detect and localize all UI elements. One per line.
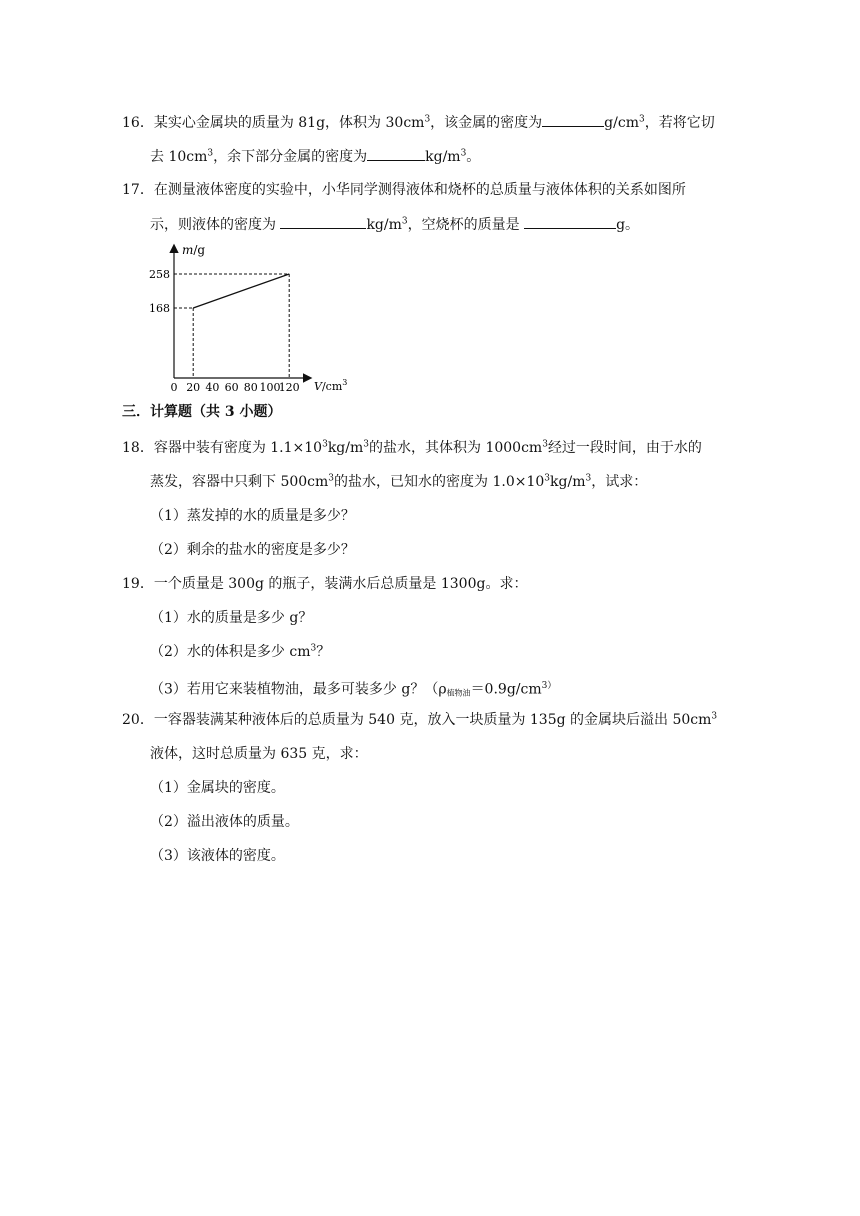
q20-line2: 液体，这时总质量为 635 克，求：	[150, 746, 368, 762]
q18-line1: 18．容器中装有密度为 $1.1\times 10^3kg/m^3$的盐水，其体积为 $1000cm^3$经过一段时间，由于水的	[122, 439, 702, 456]
mass-volume-chart	[148, 238, 368, 398]
q20-number: 20．	[122, 712, 154, 728]
q17-line2: 示，则液体的密度为 $kg/m^3$，空烧杯的质量是 g。	[150, 214, 639, 235]
q19-part1: （1）水的质量是多少 g？	[150, 610, 313, 626]
x-tick-label: 60	[224, 381, 239, 394]
section-title: 三．计算题（共 3 小题）	[122, 404, 282, 420]
q16-line1: 16．某实心金属块的质量为 81g，体积为 $30cm^3$，该金属的密度为 $g/cm^3$，若将它切	[122, 112, 715, 133]
q18-line2: 蒸发，容器中只剩下 $500cm^3$的盐水，已知水的密度为 $1.0\times 10^3kg/m^3$，试求：	[150, 473, 648, 490]
q18-number: 18．	[122, 440, 154, 456]
x-tick-label: 40	[205, 381, 220, 394]
q20-part3: （3）该液体的密度。	[150, 848, 285, 864]
series-line	[193, 274, 289, 308]
q19-part3: （3）若用它来装植物油，最多可装多少 g？（$\rho_{植物油}=0.9g/cm^{3)}$	[150, 681, 557, 698]
q19-number: 19．	[122, 576, 154, 592]
q17-number: 17．	[122, 182, 154, 198]
y-tick-label: 258	[149, 268, 170, 281]
q16-blank-1[interactable]	[542, 112, 604, 127]
x-tick-label: 120	[278, 381, 300, 394]
q19-line1: 19．一个质量是 300g 的瓶子，装满水后总质量是 1300g。求：	[122, 576, 528, 592]
x-axis-label: $V/cm^3$	[314, 378, 348, 393]
q17-blank-1[interactable]	[280, 214, 366, 229]
x-tick-label: 20	[186, 381, 201, 394]
q16-number: 16．	[122, 115, 154, 131]
x-tick-label: 100	[259, 381, 281, 394]
y-axis-label: m/g	[182, 243, 206, 257]
x-tick-label: 0	[170, 381, 178, 394]
y-tick-label: 168	[149, 302, 170, 315]
q18-part1: （1）蒸发掉的水的质量是多少？	[150, 508, 355, 524]
q16-line2: 去 $10cm^3$，余下部分金属的密度为 $kg/m^3$。	[150, 146, 480, 167]
q20-part2: （2）溢出液体的质量。	[150, 814, 299, 830]
q17-blank-2[interactable]	[524, 214, 616, 229]
q20-part1: （1）金属块的密度。	[150, 780, 285, 796]
q19-part2: （2）水的体积是多少 $cm^3$？	[150, 643, 331, 660]
q16-blank-2[interactable]	[367, 146, 425, 161]
q20-line1: 20．一容器装满某种液体后的总质量为 540 克，放入一块质量为 135g 的金属块后溢出 $50cm^3$	[122, 711, 718, 728]
x-tick-label: 80	[243, 381, 258, 394]
q18-part2: （2）剩余的盐水的密度是多少？	[150, 542, 355, 558]
q17-line1: 17．在测量液体密度的实验中，小华同学测得液体和烧杯的总质量与液体体积的关系如图所	[122, 182, 686, 198]
